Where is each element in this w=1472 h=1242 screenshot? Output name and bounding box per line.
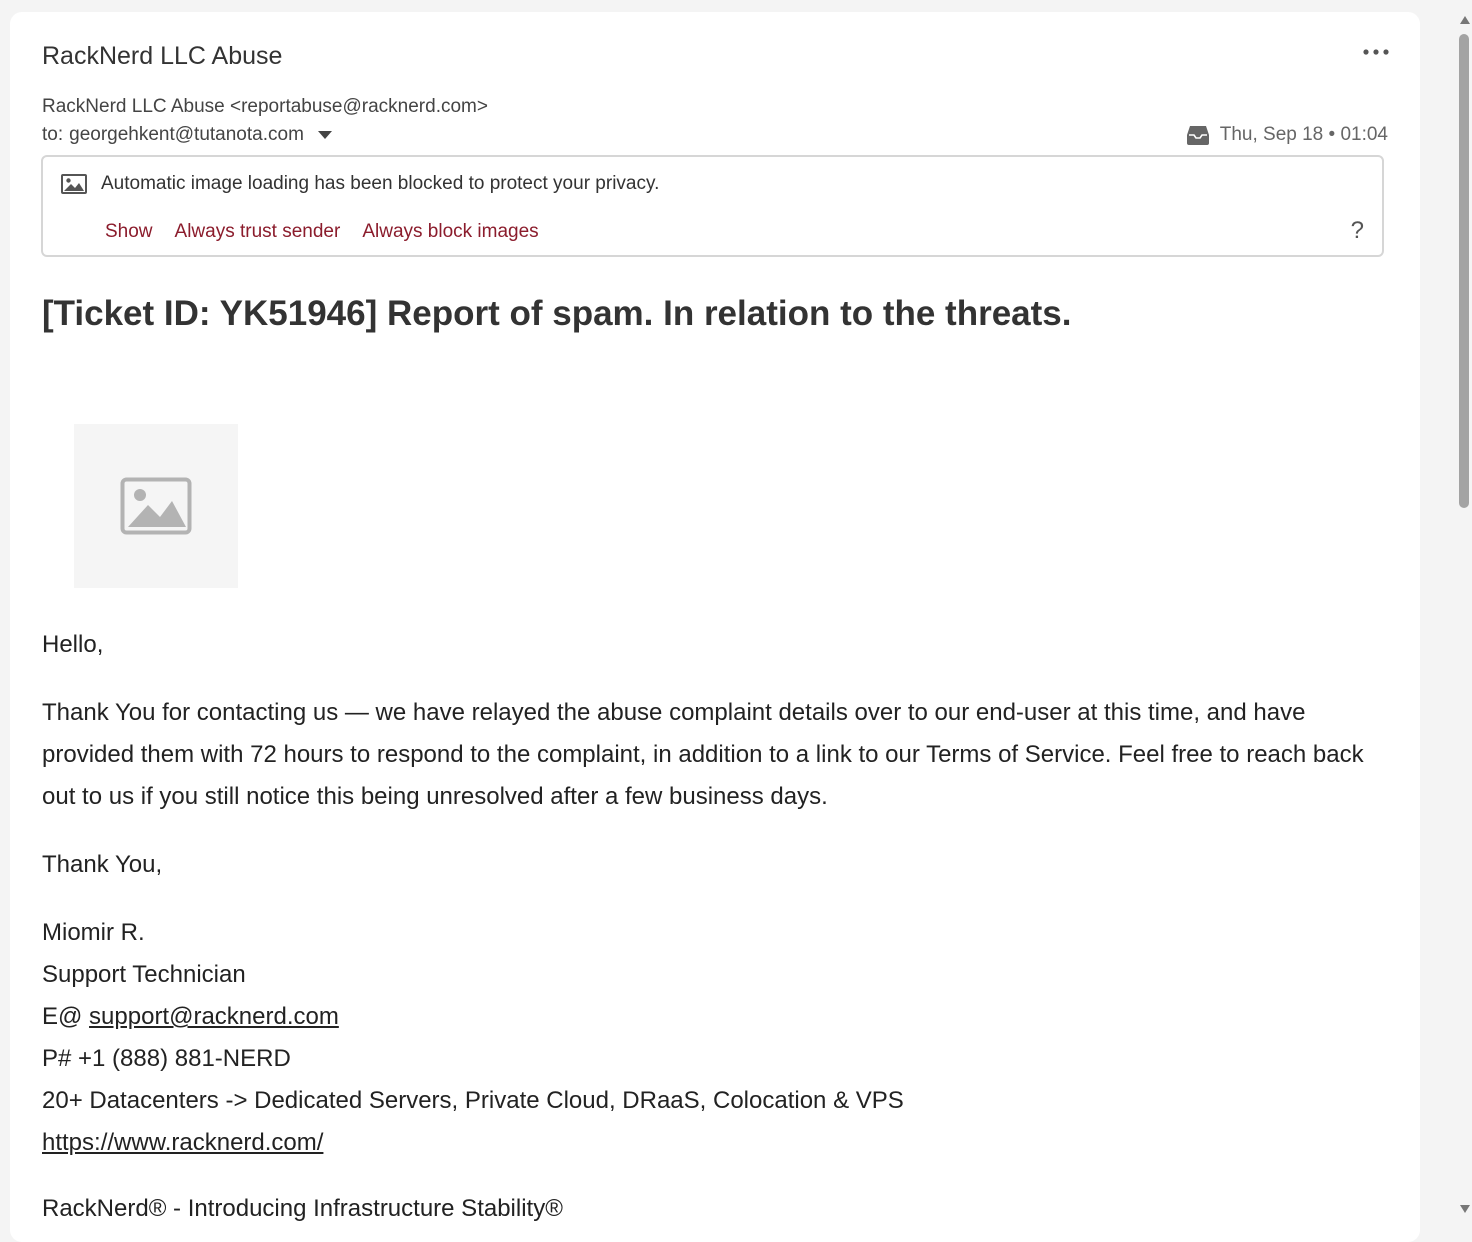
inbox-tray-icon (1186, 124, 1210, 146)
image-icon (120, 477, 192, 535)
recipient-line (42, 124, 332, 146)
signoff: Thank You, (42, 851, 163, 878)
signature-phone: P# +1 (888) 881-NERD (42, 1045, 291, 1072)
to-address: georgehkent@tutanota.com (69, 124, 304, 145)
to-label: to: (42, 124, 64, 145)
greeting: Hello, (42, 631, 104, 658)
banner-message-row (61, 173, 659, 195)
block-images-button[interactable]: Always block images (362, 221, 539, 242)
support-email-link[interactable]: support@racknerd.com (89, 1003, 339, 1030)
website-link[interactable]: https://www.racknerd.com/ (42, 1129, 324, 1156)
signature-tagline: 20+ Datacenters -> Dedicated Servers, Private Cloud, DRaaS, Colocation & VPS (42, 1087, 904, 1114)
email-subject: [Ticket ID: YK51946] Report of spam. In relation to the threats. (42, 294, 1072, 333)
body-paragraph: Thank You for contacting us — we have relayed the abuse complaint details over to our end-user at this time, and have provided them with 72 hours to respond to the complaint, in addition to a link to our Terms of Service. Feel free to reach back out to us if you still notice this being unresolved after a few business days. (42, 699, 1364, 810)
more-options-button[interactable] (1356, 38, 1396, 66)
trust-sender-button[interactable]: Always trust sender (174, 221, 341, 242)
show-images-button[interactable]: Show (105, 221, 153, 242)
email-card (10, 12, 1420, 1242)
scroll-down-arrow-icon[interactable] (1460, 1205, 1470, 1213)
more-horizontal-icon (1362, 48, 1390, 56)
sender-name: RackNerd LLC Abuse (42, 42, 283, 70)
email-prefix: E@ (42, 1003, 83, 1030)
signature-name: Miomir R. (42, 919, 145, 946)
expand-recipients-button[interactable] (318, 131, 332, 139)
question-mark-icon: ? (1350, 217, 1364, 244)
received-date: Thu, Sep 18 • 01:04 (1219, 124, 1388, 145)
signature-footer: RackNerd® - Introducing Infrastructure Stability® (42, 1195, 563, 1222)
caret-down-icon (318, 131, 332, 139)
from-address: RackNerd LLC Abuse <reportabuse@racknerd.com> (42, 96, 488, 117)
banner-actions (105, 221, 539, 243)
help-button[interactable] (1351, 217, 1364, 245)
scroll-up-arrow-icon[interactable] (1460, 16, 1470, 24)
email-body (42, 624, 1387, 1230)
blocked-images-banner (41, 155, 1384, 257)
vertical-scrollbar[interactable] (1456, 0, 1472, 1219)
blocked-image-placeholder (74, 424, 238, 588)
scrollbar-thumb[interactable] (1459, 34, 1469, 508)
signature-email-line (42, 996, 1387, 1038)
signature-title: Support Technician (42, 961, 246, 988)
signature-block (42, 912, 1387, 1230)
image-icon (61, 174, 87, 194)
date-line (1186, 124, 1388, 146)
banner-message: Automatic image loading has been blocked to protect your privacy. (101, 173, 660, 194)
